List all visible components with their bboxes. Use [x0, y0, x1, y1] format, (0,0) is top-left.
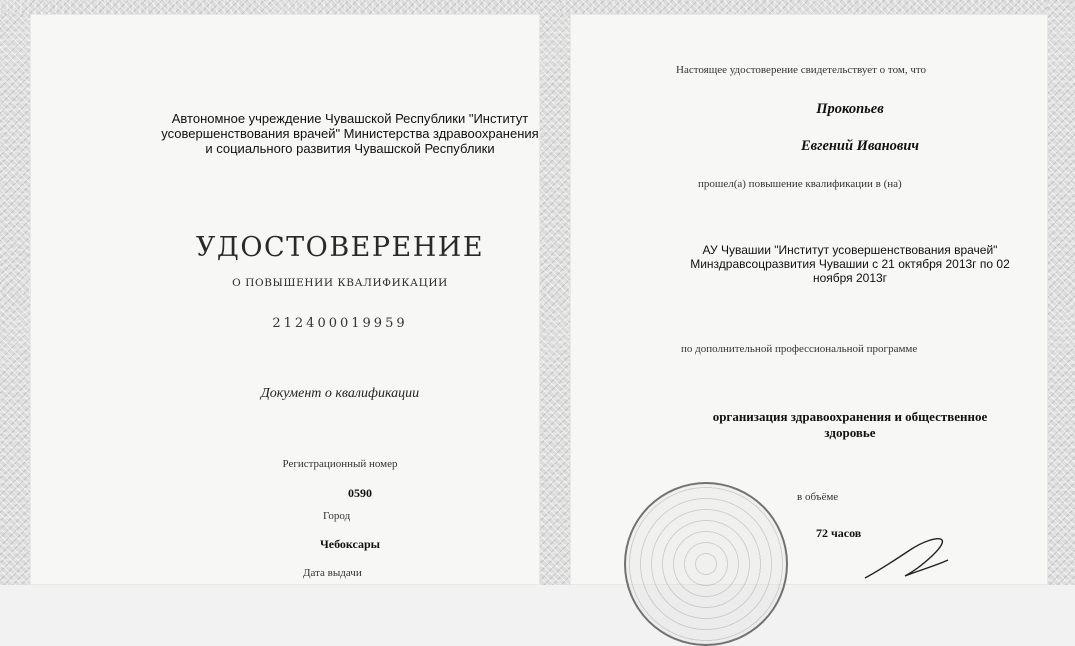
right-border-ornament — [1048, 0, 1075, 585]
training-institution-line-2: Минздравсоцразвития Чувашии с 21 октября 2013г по 02 — [690, 257, 1010, 271]
city-value: Чебоксары — [319, 537, 381, 551]
top-border-ornament-right — [560, 0, 1075, 14]
program-label: по дополнительной профессиональной программе — [681, 343, 918, 355]
signature-image — [860, 530, 950, 585]
hours-value: 72 часов — [816, 526, 862, 540]
top-border-ornament-left — [0, 0, 548, 14]
left-border-ornament — [0, 0, 30, 585]
completed-label: прошел(а) повышение квалификации в (на) — [698, 178, 902, 190]
registration-number: 0590 — [348, 486, 372, 500]
issuing-institution — [130, 111, 570, 156]
certificate-left-page — [30, 14, 540, 585]
city-label: Город — [323, 510, 351, 522]
training-institution-line-1: АУ Чувашии "Институт усовершенствования врачей" — [702, 243, 998, 257]
training-institution-line-3: ноября 2013г — [812, 271, 888, 285]
intro-text: Настоящее удостоверение свидетельствует о том, что — [676, 64, 927, 76]
registration-label: Регистрационный номер — [282, 458, 398, 470]
institution-line-1: Автономное учреждение Чувашской Республики "Институт — [171, 111, 529, 126]
center-border-ornament — [540, 0, 570, 585]
institution-line-3: и социального развития Чувашской Республики — [205, 141, 495, 156]
program-line-1: организация здравоохранения и общественное — [712, 409, 988, 424]
certificate-subtitle: О ПОВЫШЕНИИ КВАЛИФИКАЦИИ — [232, 277, 448, 289]
institution-line-2: усовершенствования врачей" Министерства здравоохранения — [161, 126, 539, 141]
holder-surname: Прокопьев — [816, 101, 884, 117]
certificate-number: 212400019959 — [272, 316, 408, 331]
program-line-2: здоровье — [824, 425, 876, 440]
issue-date-label: Дата выдачи — [303, 567, 362, 579]
certificate-title: УДОСТОВЕРЕНИЕ — [195, 232, 485, 263]
training-institution — [660, 243, 1040, 285]
volume-label: в объёме — [797, 491, 839, 503]
program-name — [660, 409, 1040, 441]
official-seal-image — [624, 482, 788, 646]
document-type: Документ о квалификации — [260, 386, 420, 401]
holder-given-names: Евгений Иванович — [800, 138, 920, 154]
